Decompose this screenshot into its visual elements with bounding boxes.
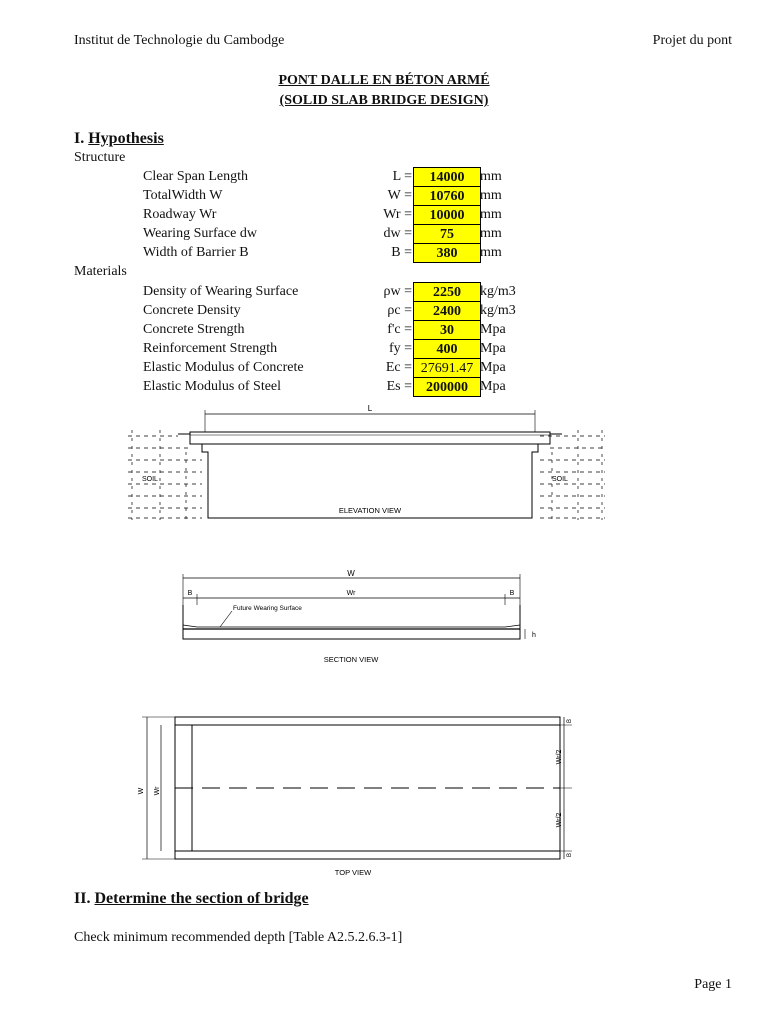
- elevation-dim-l: L: [367, 404, 373, 413]
- parameter-unit: kg/m3: [480, 303, 516, 318]
- top-dim-wr2-bottom: Wr/2: [556, 812, 563, 828]
- parameter-label: Elastic Modulus of Steel: [143, 379, 282, 394]
- parameter-label: Roadway Wr: [143, 207, 217, 222]
- parameter-row: [0, 358, 768, 377]
- section-2-heading: II. Determine the section of bridge: [74, 890, 309, 907]
- parameter-row: [0, 282, 768, 301]
- section-1-heading: I. Hypothesis: [74, 130, 164, 147]
- parameter-label: Concrete Strength: [143, 322, 245, 337]
- materials-label: Materials: [74, 264, 127, 279]
- project-name: Projet du pont: [652, 33, 732, 48]
- parameter-row: [0, 243, 768, 262]
- section-view-drawing: [170, 565, 550, 670]
- parameter-unit: Mpa: [480, 379, 506, 394]
- parameter-symbol: ρw =: [383, 284, 412, 299]
- section-dim-w: W: [347, 569, 355, 578]
- parameter-label: Width of Barrier B: [143, 245, 249, 260]
- parameter-label: Elastic Modulus of Concrete: [143, 360, 304, 375]
- parameter-row: [0, 167, 768, 186]
- parameter-value: 2400: [413, 301, 481, 321]
- parameter-value: 30: [413, 320, 481, 340]
- parameter-row: [0, 205, 768, 224]
- parameter-symbol: ρc =: [387, 303, 412, 318]
- page-number: Page 1: [694, 977, 732, 992]
- parameter-unit: mm: [480, 245, 502, 260]
- structure-label: Structure: [74, 150, 126, 165]
- section-dim-h: h: [532, 632, 536, 639]
- parameter-symbol: W =: [387, 188, 412, 203]
- parameter-value: 10000: [413, 205, 481, 225]
- parameter-unit: kg/m3: [480, 284, 516, 299]
- parameter-unit: Mpa: [480, 322, 506, 337]
- parameter-symbol: B =: [391, 245, 412, 260]
- soil-left-label: SOIL: [142, 476, 158, 483]
- title-line-1: PONT DALLE EN BÉTON ARMÉ: [278, 73, 490, 88]
- parameter-value: 10760: [413, 186, 481, 206]
- top-dim-wr2-top: Wr/2: [556, 749, 563, 765]
- parameter-label: Clear Span Length: [143, 169, 248, 184]
- institute-name: Institut de Technologie du Cambodge: [74, 33, 285, 48]
- section-dim-b-left: B: [187, 590, 193, 597]
- wearing-surface-note: Future Wearing Surface: [233, 605, 302, 612]
- parameter-value: 2250: [413, 282, 481, 302]
- parameter-label: TotalWidth W: [143, 188, 223, 203]
- parameter-symbol: f'c =: [387, 322, 412, 337]
- parameter-label: Density of Wearing Surface: [143, 284, 299, 299]
- parameter-label: Concrete Density: [143, 303, 241, 318]
- elevation-view-caption: ELEVATION VIEW: [338, 506, 402, 515]
- section-view-caption: SECTION VIEW: [323, 655, 379, 664]
- top-view-caption: TOP VIEW: [334, 868, 372, 877]
- parameter-row: [0, 339, 768, 358]
- parameter-value: 380: [413, 243, 481, 263]
- top-view-drawing: [130, 705, 590, 885]
- parameter-value: 200000: [413, 377, 481, 397]
- parameter-row: [0, 377, 768, 396]
- section-2-text: Check minimum recommended depth [Table A2.5.2.6.3-1]: [74, 930, 403, 945]
- elevation-view-drawing: [120, 400, 610, 525]
- parameter-label: Wearing Surface dw: [143, 226, 257, 241]
- section-dim-wr: Wr: [346, 590, 356, 597]
- parameter-symbol: fy =: [388, 341, 412, 356]
- soil-right-label: SOIL: [552, 476, 568, 483]
- parameter-unit: mm: [480, 188, 502, 203]
- parameter-symbol: Ec =: [385, 360, 412, 375]
- top-dim-b-top: B: [567, 718, 573, 724]
- parameter-row: [0, 186, 768, 205]
- parameter-symbol: Wr =: [383, 207, 412, 222]
- title-line-2: (SOLID SLAB BRIDGE DESIGN): [279, 93, 489, 108]
- parameter-value: 27691.47: [413, 358, 481, 378]
- parameter-unit: mm: [480, 207, 502, 222]
- parameter-symbol: Es =: [386, 379, 412, 394]
- parameter-unit: mm: [480, 226, 502, 241]
- parameter-unit: Mpa: [480, 360, 506, 375]
- parameter-row: [0, 320, 768, 339]
- section-dim-b-right: B: [509, 590, 515, 597]
- parameter-value: 75: [413, 224, 481, 244]
- parameter-row: [0, 301, 768, 320]
- parameter-unit: Mpa: [480, 341, 506, 356]
- parameter-value: 14000: [413, 167, 481, 187]
- parameter-row: [0, 224, 768, 243]
- top-dim-b-bottom: B: [567, 852, 573, 858]
- parameter-value: 400: [413, 339, 481, 359]
- top-dim-wr: Wr: [154, 786, 161, 796]
- parameter-label: Reinforcement Strength: [143, 341, 278, 356]
- parameter-unit: mm: [480, 169, 502, 184]
- parameter-symbol: dw =: [383, 226, 412, 241]
- parameter-symbol: L =: [392, 169, 412, 184]
- top-dim-w: W: [138, 787, 145, 795]
